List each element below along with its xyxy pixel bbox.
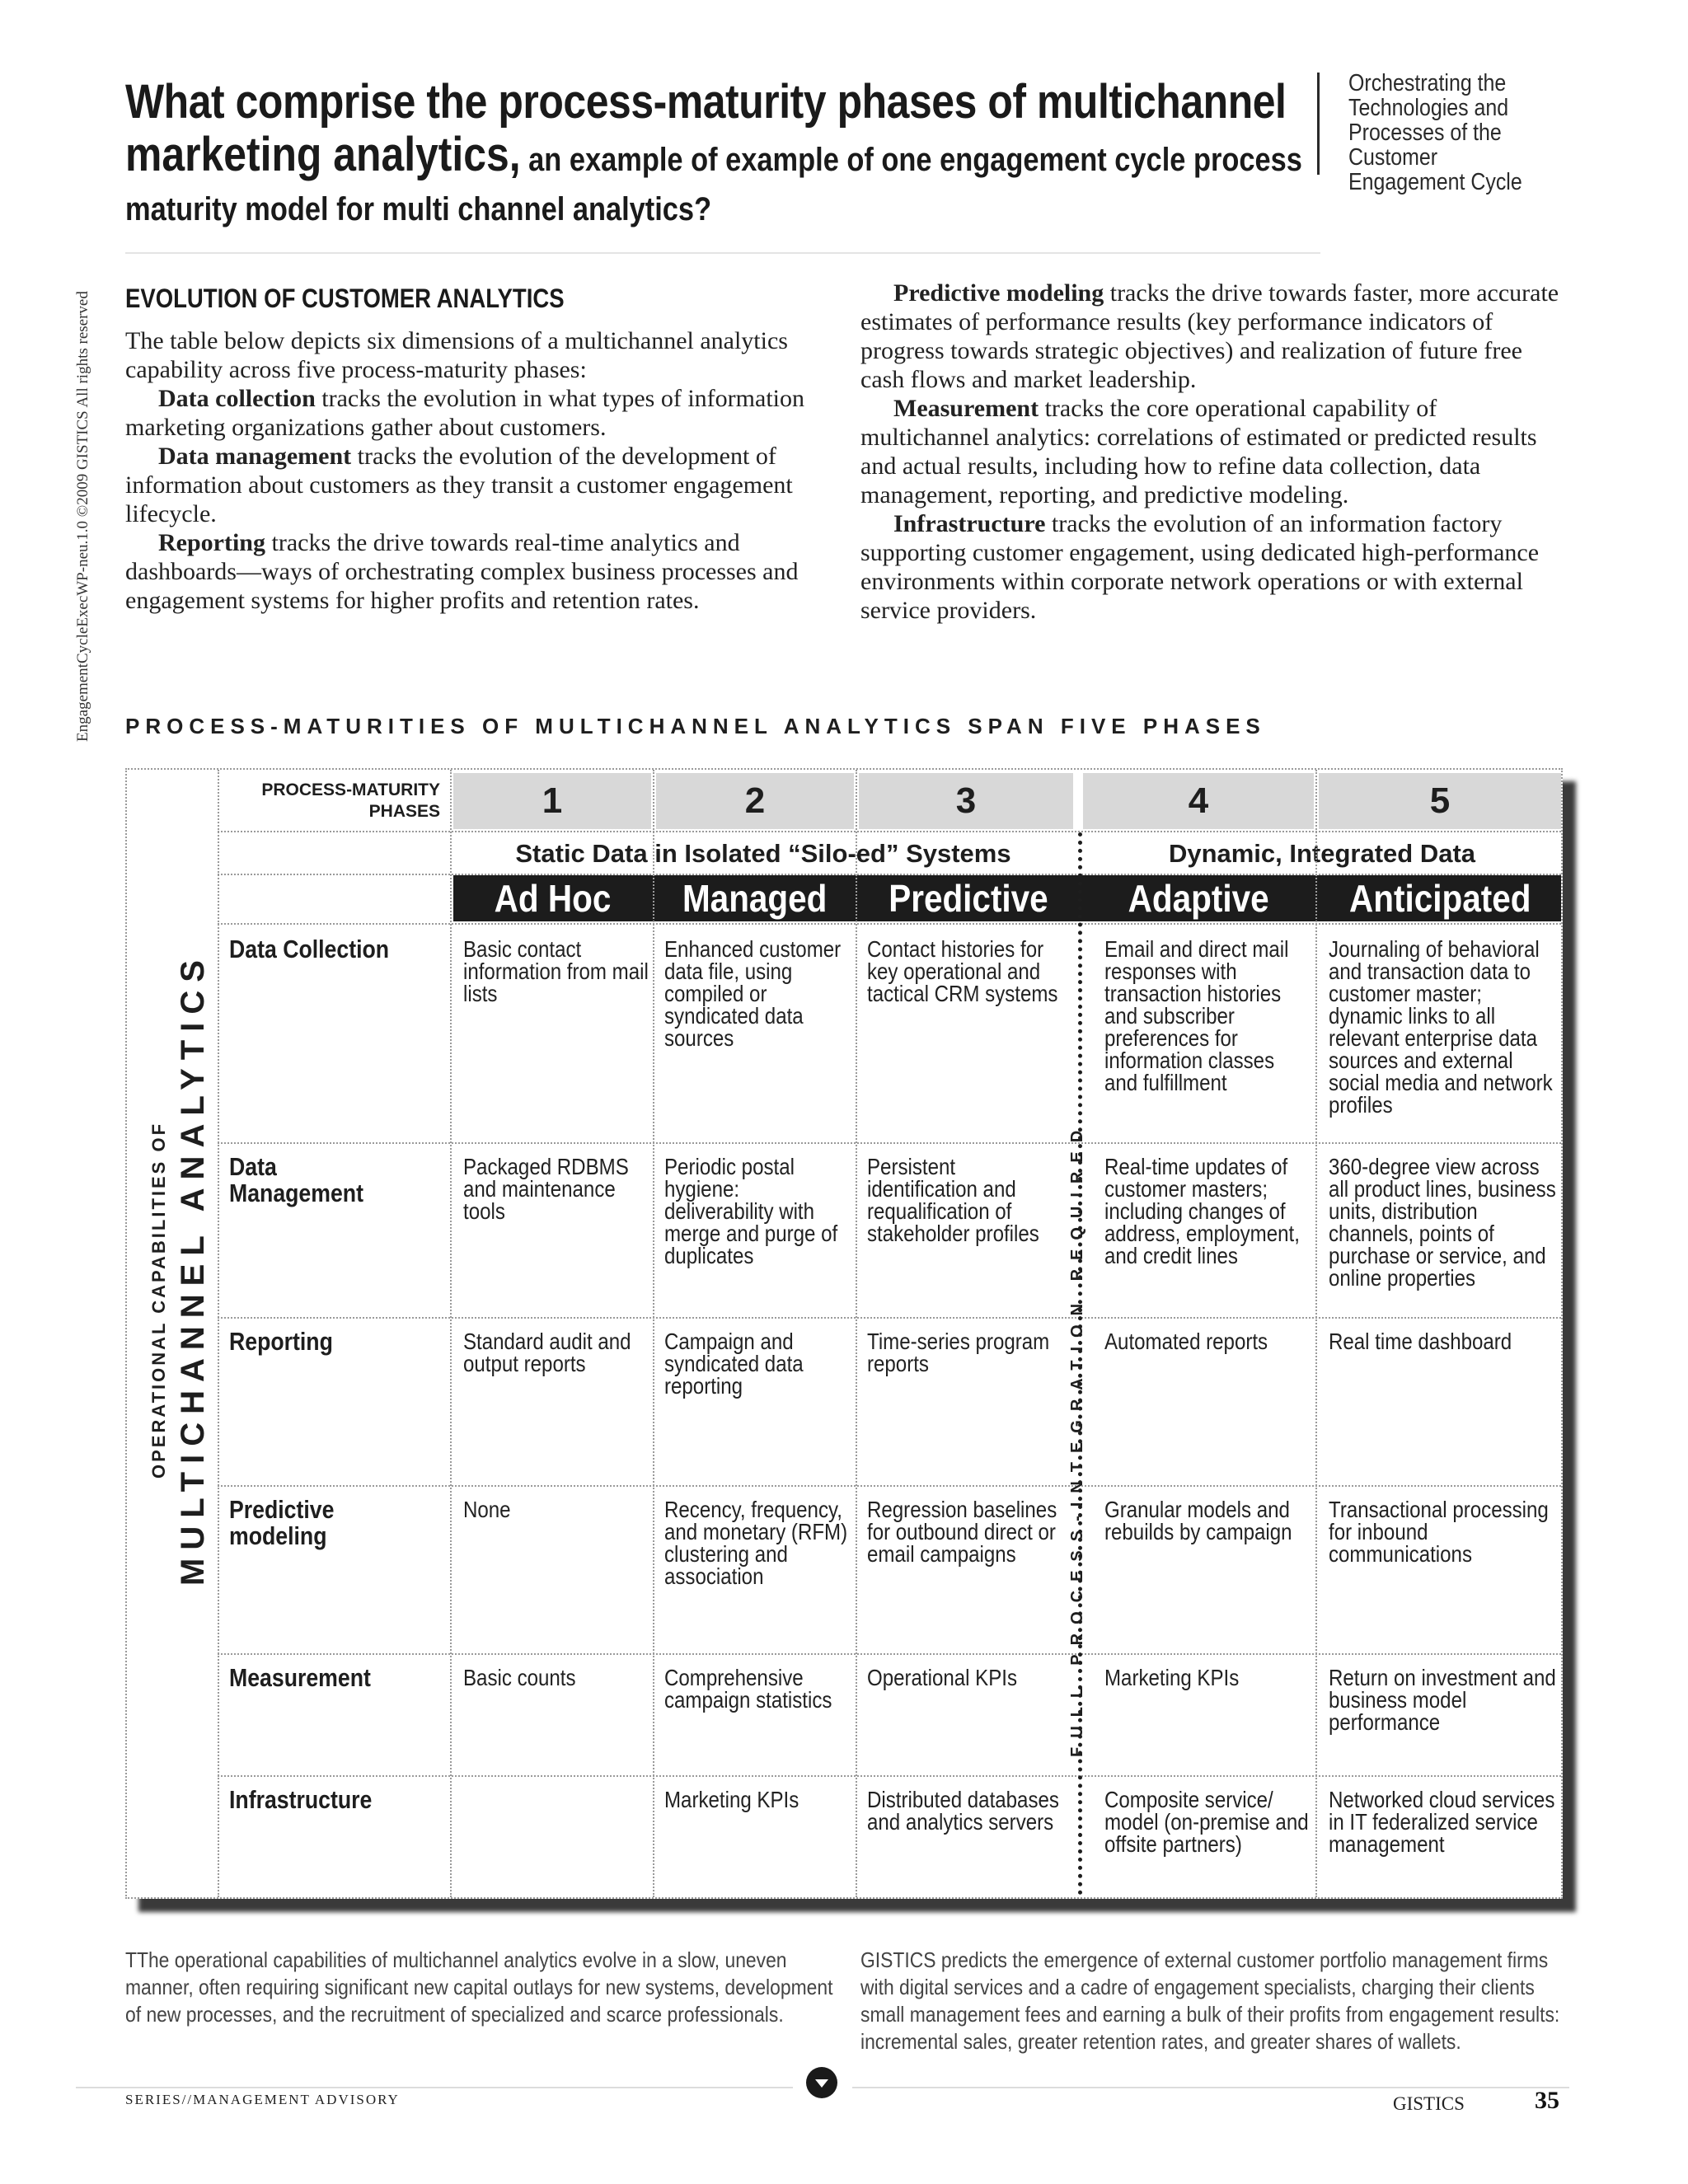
copyright-notice: EngagementCycleExecWP-neu.1.0 ©2009 GISTICS All rights reserved xyxy=(74,291,91,742)
intro-text: tracks the evolution in what types of information marketing organizations gather about customers. xyxy=(125,385,804,441)
table-cell xyxy=(463,1788,646,1811)
side-heading-line: Orchestrating the xyxy=(1348,70,1507,96)
footer-rule xyxy=(852,2087,1569,2088)
maturity-table xyxy=(125,768,1563,1899)
page-number: 35 xyxy=(1535,2087,1559,2114)
cell-text: Marketing KPIs xyxy=(1104,1665,1240,1690)
phase-number: 3 xyxy=(859,773,1073,829)
intro-item xyxy=(860,394,1569,509)
table-cell xyxy=(664,1330,847,1397)
cell-text: Automated reports xyxy=(1104,1329,1268,1354)
phase-number: 5 xyxy=(1319,773,1561,829)
footnote-text: TThe operational capabilities of multichannel analytics evolve in a slow, uneven manner, often requiring significant new capital outlays for new systems, development of new processes, and the recruitment of specialized and scarce professionals. xyxy=(125,1947,833,2027)
table-cell xyxy=(1329,1330,1554,1352)
cell-text: Composite service/ model (on-premise and offsite partners) xyxy=(1104,1787,1309,1857)
grid-line xyxy=(450,770,452,1897)
table-cell xyxy=(1329,1498,1554,1565)
table-cell xyxy=(1329,1666,1554,1733)
intro-item xyxy=(125,442,834,528)
side-label-small: OPERATIONAL CAPABILITIES OF xyxy=(148,1121,169,1479)
cell-text: Return on investment and business model performance xyxy=(1329,1665,1556,1735)
cell-text: Real-time updates of customer masters; including changes of address, employment, and credit lines xyxy=(1104,1154,1300,1268)
intro-text: tracks the drive towards faster, more accurate estimates of performance results (key performance indicators of progress towards strategic objectives) and realization of future free cash flows and market leadership. xyxy=(860,279,1559,393)
intro-text: tracks the drive towards real-time analytics and dashboards—ways of orchestrating complex business processes and engagement systems for higher profits and retention rates. xyxy=(125,529,799,614)
side-heading xyxy=(1348,71,1533,194)
title-line-2 xyxy=(125,128,1302,186)
table-cell xyxy=(1104,938,1307,1094)
table-cell xyxy=(664,1788,847,1811)
side-heading-line: Technologies and xyxy=(1348,95,1509,121)
phase-label-line: PHASES xyxy=(368,802,440,821)
phase-name xyxy=(1319,875,1561,921)
table-cell xyxy=(867,1330,1065,1375)
grid-line xyxy=(218,923,1561,925)
footnote-right xyxy=(860,1947,1569,2055)
grid-line xyxy=(218,831,1561,832)
table-cell xyxy=(1104,1330,1307,1352)
table-cell xyxy=(867,1666,1065,1689)
cell-text: Marketing KPIs xyxy=(664,1787,799,1812)
cell-text: 360-degree view across all product lines, business units, distribution channels, points of purchase or service, and online properties xyxy=(1329,1154,1556,1291)
table-cell xyxy=(1329,1788,1554,1855)
phase-name-text: Managed xyxy=(682,877,828,920)
table-cell xyxy=(1104,1498,1307,1543)
intro-term: Data management xyxy=(158,443,352,470)
row-header xyxy=(229,936,443,963)
group-static: Static Data in Isolated “Silo-ed” Systems xyxy=(515,839,1011,868)
side-heading-line: Customer xyxy=(1348,144,1438,171)
phase-name-text: Ad Hoc xyxy=(494,877,611,920)
group-dynamic: Dynamic, Integrated Data xyxy=(1168,839,1476,868)
intro-term: Infrastructure xyxy=(893,510,1046,537)
intro-right-column xyxy=(860,279,1569,625)
intro-term: Data collection xyxy=(158,385,316,412)
cell-text: Time-series program reports xyxy=(867,1329,1050,1376)
header-divider xyxy=(1317,73,1320,175)
row-header-text: Data Collection xyxy=(229,935,390,963)
cell-text: Standard audit and output reports xyxy=(463,1329,631,1376)
grid-line xyxy=(218,770,219,1897)
table-cell xyxy=(463,1666,646,1689)
phase-name-text: Adaptive xyxy=(1128,877,1269,920)
cell-text: Journaling of behavioral and transaction data to customer master; dynamic links to all relevant enterprise data sources and external social media and network profiles xyxy=(1329,936,1553,1118)
footer-rule xyxy=(76,2087,793,2088)
grid-line xyxy=(218,1142,1561,1144)
table-cell xyxy=(664,1498,847,1587)
grid-line xyxy=(1315,770,1317,1897)
cell-text: Regression baselines for outbound direct or email campaigns xyxy=(867,1497,1057,1567)
table-cell xyxy=(664,938,847,1049)
table-section-title: PROCESS-MATURITIES OF MULTICHANNEL ANALYTICS SPAN FIVE PHASES xyxy=(125,714,1266,738)
grid-line xyxy=(218,1653,1561,1655)
cell-text: Granular models and rebuilds by campaign xyxy=(1104,1497,1292,1544)
table-cell xyxy=(463,1155,646,1222)
table-cell xyxy=(1329,938,1554,1116)
grid-line xyxy=(653,770,654,1897)
cell-text: Comprehensive campaign statistics xyxy=(664,1665,832,1713)
cell-text: Recency, frequency, and monetary (RFM) clustering and association xyxy=(664,1497,848,1589)
phase-label xyxy=(234,780,440,823)
phase-number: 1 xyxy=(453,773,651,829)
cell-text: None xyxy=(463,1497,511,1522)
table-cell xyxy=(1104,1666,1307,1689)
intro-item xyxy=(125,384,834,442)
cell-text: Periodic postal hygiene: deliverability with merge and purge of duplicates xyxy=(664,1154,838,1268)
brand-label: GISTICS xyxy=(1393,2093,1465,2114)
intro-item xyxy=(125,528,834,615)
cell-text: Transactional processing for inbound communications xyxy=(1329,1497,1549,1567)
phase-name xyxy=(656,875,854,921)
intro-item xyxy=(860,279,1569,394)
table-cell xyxy=(867,1788,1065,1833)
integration-label: FULL PROCESS-INTEGRATION REQUIRED xyxy=(1068,1121,1086,1757)
row-header xyxy=(229,1154,443,1207)
side-heading-line: Processes of the xyxy=(1348,120,1502,146)
table-cell xyxy=(867,1498,1065,1565)
grid-line xyxy=(856,770,857,1897)
table-cell xyxy=(1329,1155,1554,1289)
table-cell xyxy=(664,1155,847,1267)
intro-text: tracks the evolution of an information factory supporting customer engagement, using dedicated high-performance environments within corporate network operations or with external service providers. xyxy=(860,510,1540,624)
header-rule xyxy=(125,252,1320,254)
table-cell xyxy=(1104,1788,1307,1855)
row-header-text: Infrastructure xyxy=(229,1785,373,1814)
side-heading-line: Engagement Cycle xyxy=(1348,169,1522,195)
table-cell xyxy=(867,938,1065,1005)
table-cell xyxy=(1104,1155,1307,1267)
series-label: SERIES//MANAGEMENT ADVISORY xyxy=(125,2092,400,2107)
page-title xyxy=(125,75,1302,232)
intro-text: tracks the core operational capability of multichannel analytics: correlations of estimated or predicted results and actual results, including how to refine data collection, data management, reporting, and predictive modeling. xyxy=(860,395,1537,509)
cell-text: Email and direct mail responses with transaction histories and subscriber preferences for information classes and fulfillment xyxy=(1104,936,1289,1095)
cell-text: Basic contact information from mail lists xyxy=(463,936,649,1006)
title-line-1: What comprise the process-maturity phases of multichannel xyxy=(125,75,1287,129)
intro-term: Measurement xyxy=(893,395,1039,422)
row-header-text: Predictive modeling xyxy=(229,1495,335,1550)
row-header-text: Reporting xyxy=(229,1327,333,1356)
grid-line xyxy=(218,1775,1561,1777)
cell-text: Real time dashboard xyxy=(1329,1329,1512,1354)
intro-term: Reporting xyxy=(158,529,265,556)
intro-item xyxy=(860,509,1569,625)
phase-name-text: Predictive xyxy=(889,877,1048,920)
table-cell xyxy=(463,936,649,1006)
title-line-2-rest: an example of example of one engagement cycle process xyxy=(520,142,1302,178)
cell-text: Packaged RDBMS and maintenance tools xyxy=(463,1154,629,1224)
intro-lead: The table below depicts six dimensions of a multichannel analytics capability across five process-maturity phases: xyxy=(125,327,788,383)
grid-line xyxy=(218,1485,1561,1487)
cell-text: Campaign and syndicated data reporting xyxy=(664,1329,804,1399)
table-cell xyxy=(463,1330,646,1375)
row-header xyxy=(229,1665,443,1691)
footnote-text: GISTICS predicts the emergence of external customer portfolio management firms with digital services and a cadre of engagement specialists, charging their clients small management fees and earning a bulk of their profits from engagement results: incremental sales, greater retention rates, and greater shares of wallets. xyxy=(860,1947,1560,2054)
cell-text: Contact histories for key operational and tactical CRM systems xyxy=(867,936,1058,1006)
grid-line xyxy=(218,874,1561,875)
table-cell xyxy=(463,1498,646,1521)
phase-name xyxy=(1083,875,1314,921)
cell-text: Enhanced customer data file, using compiled or syndicated data sources xyxy=(664,936,842,1051)
title-line-3: maturity model for multi channel analytics? xyxy=(125,191,712,227)
phase-name xyxy=(859,875,1078,921)
title-line-2-bold: marketing analytics, xyxy=(125,128,521,181)
grid-line xyxy=(218,1317,1561,1319)
cell-text: Basic counts xyxy=(463,1665,576,1690)
row-header xyxy=(229,1497,443,1549)
phase-name-text: Anticipated xyxy=(1348,877,1531,920)
phase-label-line: PROCESS-MATURITY xyxy=(261,780,440,799)
cell-text: Operational KPIs xyxy=(867,1665,1018,1690)
phase-number: 2 xyxy=(656,773,854,829)
row-header xyxy=(229,1787,443,1813)
section-heading: EVOLUTION OF CUSTOMER ANALYTICS xyxy=(125,284,565,313)
intro-text: tracks the evolution of the development of information about customers as they transit a customer engagement lifecycle. xyxy=(125,443,793,527)
intro-term: Predictive modeling xyxy=(893,279,1104,307)
table-cell xyxy=(664,1666,847,1711)
side-label-big: MULTICHANNEL ANALYTICS xyxy=(175,952,211,1586)
page-marker-icon xyxy=(806,2067,837,2098)
phase-number: 4 xyxy=(1083,773,1314,829)
row-header-text: Data Management xyxy=(229,1152,363,1207)
cell-text: Persistent identification and requalification of stakeholder profiles xyxy=(867,1154,1039,1246)
table-cell xyxy=(867,1155,1065,1244)
cell-text: Distributed databases and analytics servers xyxy=(867,1787,1059,1835)
phase-name xyxy=(453,875,651,921)
row-header-text: Measurement xyxy=(229,1663,371,1692)
row-header xyxy=(229,1329,443,1355)
cell-text: Networked cloud services in IT federalized service management xyxy=(1329,1787,1555,1857)
intro-left-column xyxy=(125,326,834,615)
footnote-left xyxy=(125,1947,834,2028)
